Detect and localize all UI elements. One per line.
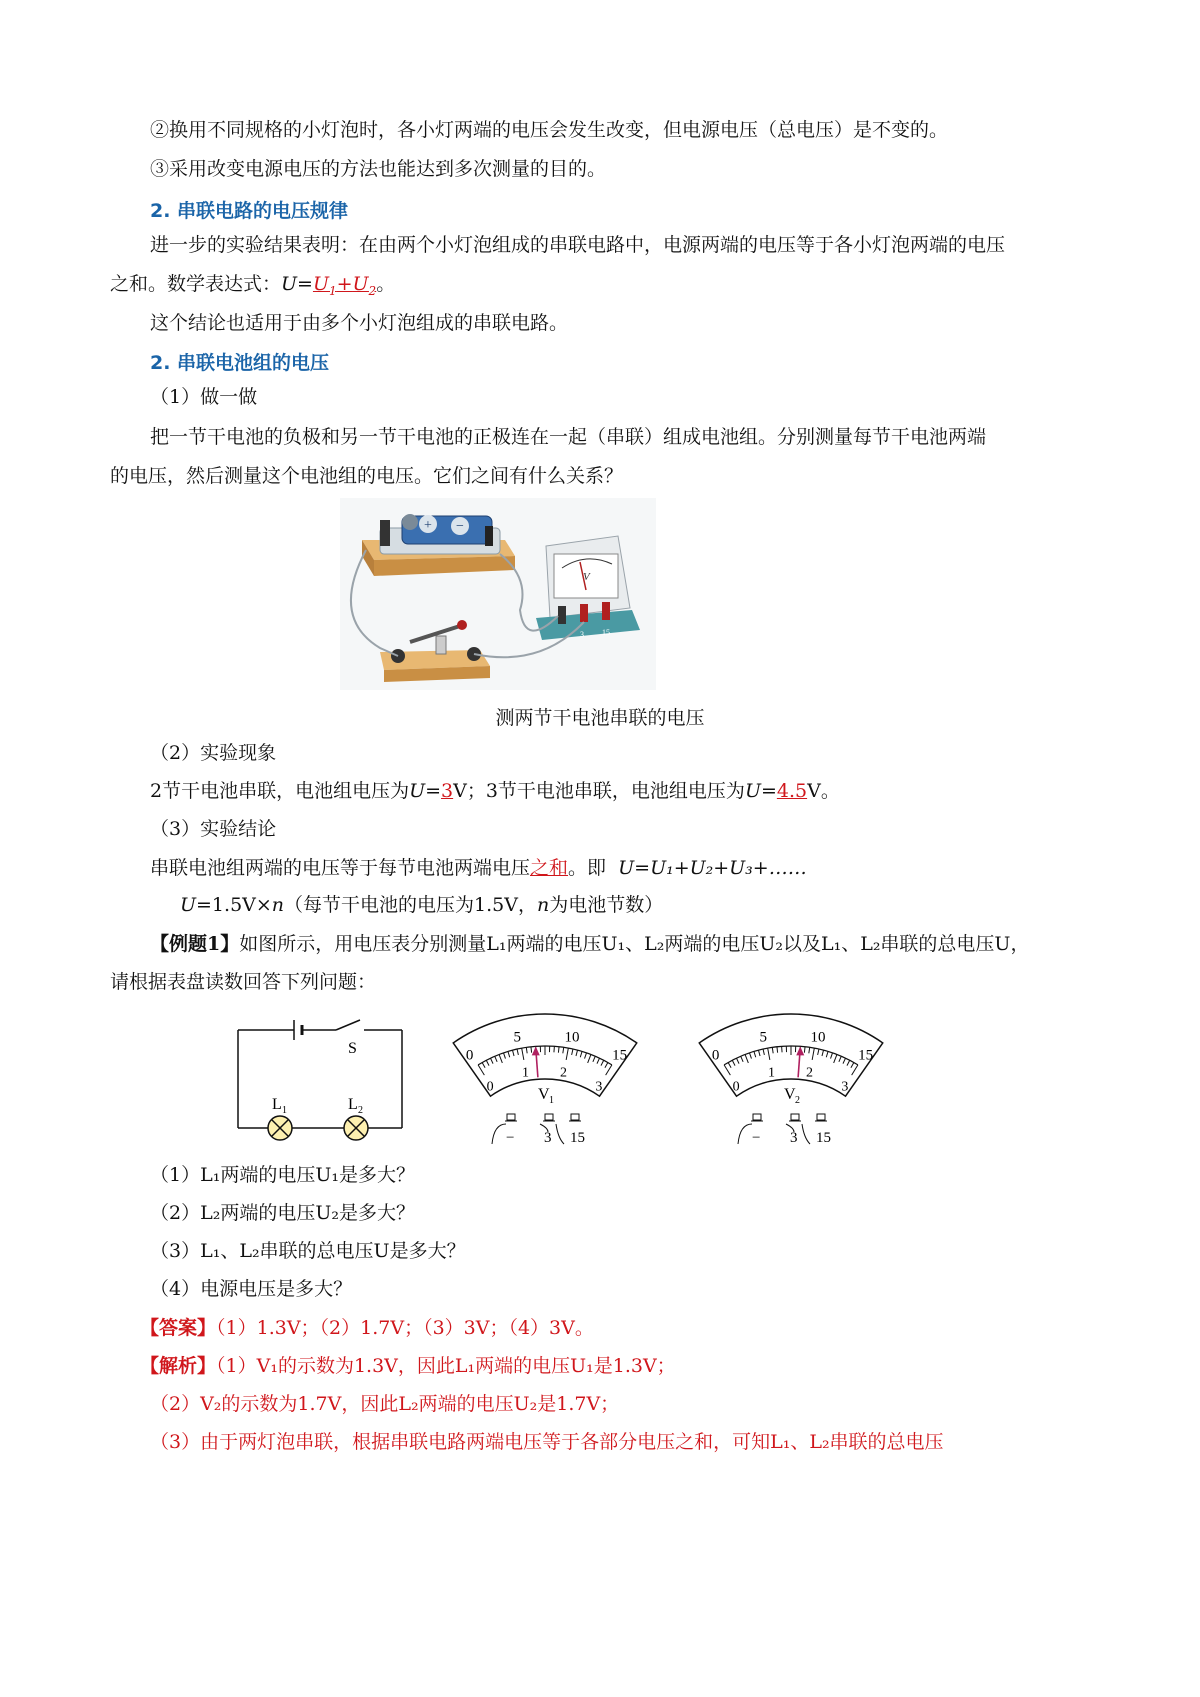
text-line-13: U=1.5V×n（每节干电池的电压为1.5V，n为电池节数） xyxy=(180,894,664,916)
inner-scale-label: 3 xyxy=(595,1079,603,1095)
inner-scale-label: 0 xyxy=(732,1079,740,1095)
svg-text:2: 2 xyxy=(358,1105,363,1116)
analysis-line-1: 【解析】（1）V₁的示数为1.3V，因此L₁两端的电压U₁是1.3V； xyxy=(140,1355,676,1377)
text-line-12: 串联电池组两端的电压等于每节电池两端电压之和。即 U=U₁+U₂+U₃+…… xyxy=(150,857,807,879)
meter-label: V xyxy=(538,1086,550,1103)
outer-scale-label: 0 xyxy=(465,1047,474,1064)
text-line-11: （3）实验结论 xyxy=(150,818,277,840)
dial-face xyxy=(699,1014,883,1096)
wire-minus xyxy=(492,1124,506,1144)
text-line-3: 进一步的实验结果表明：在由两个小灯泡组成的串联电路中，电源两端的电压等于各小灯泡两端的电压 xyxy=(150,234,1006,256)
meter-label: V xyxy=(784,1086,796,1103)
text-line-9: （2）实验现象 xyxy=(150,742,277,764)
text-line-formula: 之和。数学表达式：$U=U_1+U_2$。 xyxy=(110,273,396,298)
outer-scale-label: 5 xyxy=(759,1029,767,1046)
svg-text:−: − xyxy=(456,519,464,534)
outer-scale-label: 15 xyxy=(858,1047,874,1064)
terminal-label: 3 xyxy=(544,1130,552,1146)
question-4: （4）电源电压是多大？ xyxy=(150,1278,353,1300)
answer-3v: 3 xyxy=(441,780,454,802)
scale-tick xyxy=(804,1047,805,1053)
analysis-line-3: （3）由于两灯泡串联，根据串联电路两端电压等于各部分电压之和，可知L₁、L₂串联的总电压 xyxy=(150,1431,944,1453)
svg-text:3: 3 xyxy=(580,630,584,639)
outer-scale-label: 10 xyxy=(810,1029,826,1046)
scale-tick xyxy=(531,1047,532,1053)
answer-line: 【答案】（1）1.3V；（2）1.7V；（3）3V；（4）3V。 xyxy=(140,1317,594,1339)
text-line-8: 的电压，然后测量这个电池组的电压。它们之间有什么关系？ xyxy=(110,465,624,487)
meter-label-sub: 2 xyxy=(795,1095,800,1106)
inner-scale-label: 2 xyxy=(805,1065,813,1081)
text-line-7: 把一节干电池的负极和另一节干电池的正极连在一起（串联）组成电池组。分别测量每节干电池两端 xyxy=(150,426,987,448)
analysis-line-2: （2）V₂的示数为1.7V，因此L₂两端的电压U₂是1.7V； xyxy=(150,1393,620,1415)
terminal-label: 3 xyxy=(790,1130,798,1146)
text-line-10: 2节干电池串联，电池组电压为U=3V；3节干电池串联，电池组电压为U=4.5V。 xyxy=(150,780,840,802)
question-1: （1）L₁两端的电压U₁是多大？ xyxy=(150,1164,415,1186)
outer-scale-label: 10 xyxy=(564,1029,580,1046)
terminal-label: − xyxy=(752,1130,761,1146)
terminal-post xyxy=(545,1114,553,1120)
inner-scale-label: 2 xyxy=(559,1065,567,1081)
lamp-l2-icon xyxy=(344,1116,368,1140)
text-line-6: （1）做一做 xyxy=(150,386,258,408)
answer-4-5v: 4.5 xyxy=(776,780,808,802)
series-circuit-diagram xyxy=(232,1018,412,1148)
answer-sum: 之和 xyxy=(530,857,569,879)
wire-minus xyxy=(738,1124,752,1144)
terminal-post xyxy=(753,1114,761,1120)
question-2: （2）L₂两端的电压U₂是多大？ xyxy=(150,1202,415,1224)
outer-scale-label: 0 xyxy=(711,1047,720,1064)
terminal-label: 15 xyxy=(816,1130,831,1146)
svg-text:L: L xyxy=(348,1096,358,1113)
switch-blade xyxy=(336,1020,360,1030)
terminal-post xyxy=(817,1114,825,1120)
terminal-post xyxy=(507,1114,515,1120)
svg-text:V: V xyxy=(583,571,590,583)
example-1-line-2: 请根据表盘读数回答下列问题： xyxy=(110,971,377,993)
inner-scale-label: 0 xyxy=(486,1079,494,1095)
svg-text:L: L xyxy=(272,1096,282,1113)
svg-text:1: 1 xyxy=(282,1105,287,1116)
inner-scale-label: 1 xyxy=(522,1065,530,1081)
svg-text:+: + xyxy=(424,518,432,533)
scale-tick xyxy=(558,1047,559,1053)
voltmeter-v1 xyxy=(440,1004,650,1154)
terminal-label: − xyxy=(506,1130,515,1146)
wire-15 xyxy=(556,1124,564,1144)
outer-scale-label: 15 xyxy=(612,1047,628,1064)
terminal-post xyxy=(571,1114,579,1120)
answer-u1: $U_1+U_2$ xyxy=(312,273,377,298)
scale-tick xyxy=(777,1047,778,1053)
inner-scale-label: 3 xyxy=(841,1079,849,1095)
svg-text:15: 15 xyxy=(602,628,610,637)
text-line-5: 这个结论也适用于由多个小灯泡组成的串联电路。 xyxy=(150,312,569,334)
question-3: （3）L₁、L₂串联的总电压U是多大？ xyxy=(150,1240,466,1262)
dial-face xyxy=(453,1014,637,1096)
terminal-label: 15 xyxy=(570,1130,585,1146)
svg-text:S: S xyxy=(348,1040,357,1057)
battery-circuit-photo xyxy=(340,498,656,690)
wire-15 xyxy=(802,1124,810,1144)
section-heading-voltage-law: 2. 串联电路的电压规律 xyxy=(150,200,349,222)
inner-scale-label: 1 xyxy=(768,1065,776,1081)
meter-label-sub: 1 xyxy=(549,1095,554,1106)
outer-scale-label: 5 xyxy=(513,1029,521,1046)
lamp-l1-icon xyxy=(268,1116,292,1140)
example-1: 【例题1】如图所示，用电压表分别测量L₁两端的电压U₁、L₂两端的电压U₂以及L₁、L₂串联的总电压U， xyxy=(150,933,1030,955)
terminal-post xyxy=(791,1114,799,1120)
text-line-1: ②换用不同规格的小灯泡时，各小灯两端的电压会发生改变，但电源电压（总电压）是不变的。 xyxy=(150,119,949,141)
figure-caption: 测两节干电池串联的电压 xyxy=(495,707,705,729)
text-line-2: ③采用改变电源电压的方法也能达到多次测量的目的。 xyxy=(150,158,607,180)
voltmeter-v2 xyxy=(686,1004,896,1154)
section-heading-battery: 2. 串联电池组的电压 xyxy=(150,352,330,374)
